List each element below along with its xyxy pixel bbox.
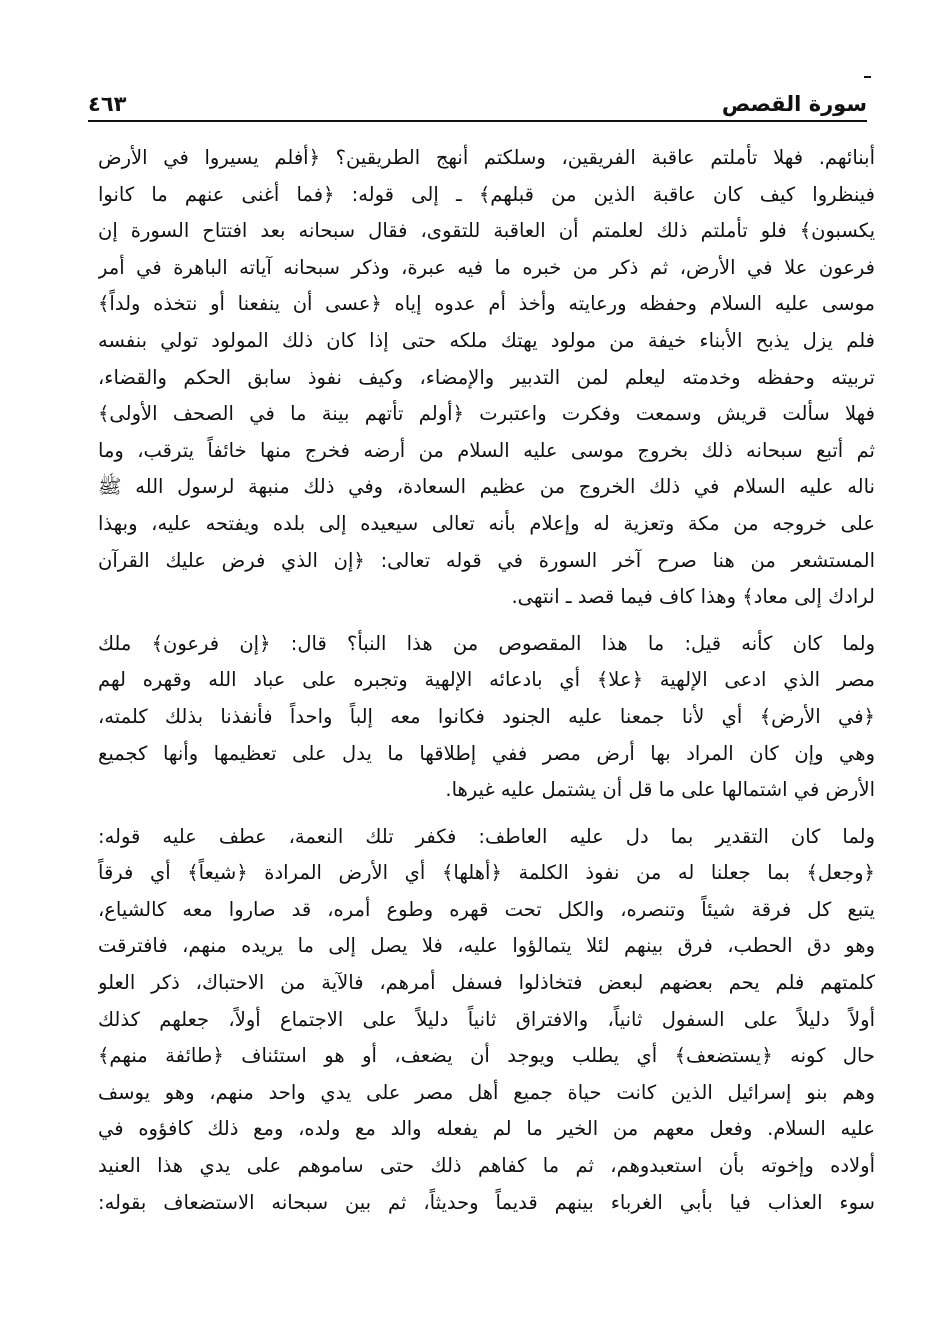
- text-line: موسى عليه السلام وحفظه ورعايته وأخذ أم عدوه إياه ﴿عسى أن ينفعنا أو نتخذه ولداً﴾: [98, 292, 875, 316]
- text-line: المستشعر من هنا صرح آخر السورة في قوله تعالى: ﴿إن الذي فرض عليك القرآن: [98, 548, 875, 572]
- page-number: ٤٦٣: [88, 92, 127, 116]
- text-line: ولما كان كأنه قيل: ما هذا المقصوص من هذا النبأ؟ قال: ﴿إن فرعون﴾ ملك: [98, 631, 875, 655]
- text-line: الأرض في اشتمالها على ما قل أن يشتمل عليه غيرها.: [445, 778, 875, 802]
- paragraph-1: [98, 140, 875, 616]
- text-line: حال كونه ﴿يستضعف﴾ أي يطلب ويوجد أن يضعف، أو هو استئناف ﴿طائفة منهم﴾: [98, 1044, 875, 1068]
- paragraph-3: [98, 819, 875, 1222]
- text-line: فلم يزل يذبح الأبناء خيفة من مولود يهتك ملكه حتى إذا كان ذلك المولود تولي بنفسه: [98, 328, 875, 352]
- header-mark: [864, 76, 871, 78]
- text-line: ثم أتبع سبحانه ذلك بخروج موسى عليه السلام من أرضه فخرج منها خائفاً يترقب، وما: [98, 438, 875, 462]
- text-line: وهو دق الحطب، فرق بينهم لئلا يتمالؤوا عليه، فلا يصل إلى ما يريده منهم، فافترقت: [98, 934, 875, 958]
- text-line: سوء العذاب فيا بأبي الغرباء بينهم قديماً وحديثاً، ثم بين سبحانه الاستضعاف بقوله:: [98, 1190, 875, 1214]
- body-text: [98, 140, 875, 1221]
- text-line: ناله عليه السلام في ذلك الخروج من عظيم السعادة، وفي ذلك منبهة لرسول الله ﷺ: [98, 475, 875, 499]
- page-header: [88, 86, 867, 122]
- header-rule: [88, 120, 867, 122]
- text-line: وهي وإن كان المراد بها أرض مصر ففي إطلاقها ما يدل على تعظيمها وأنها كجميع: [98, 741, 875, 765]
- text-line: يكسبون﴾ فلو تأملتم ذلك لعلمتم أن العاقبة للتقوى، فقال سبحانه بعد افتتاح السورة إن: [98, 219, 875, 243]
- text-line: مصر الذي ادعى الإلهية ﴿علا﴾ أي بادعائه الإلهية وتجبره على عباد الله وقهره لهم: [98, 668, 875, 692]
- text-line: أولاً دليلاً على السفول ثانياً، والافتراق ثانياً دليلاً على الاجتماع أولاً، جعلهم كذلك: [98, 1007, 875, 1031]
- text-line: ولما كان التقدير بما دل عليه العاطف: فكفر تلك النعمة، عطف عليه قوله:: [98, 824, 875, 848]
- text-line: عليه السلام. وفعل معهم من الخير ما لم يفعله والد مع ولده، ومع ذلك كافؤوه في: [98, 1117, 875, 1141]
- text-line: فرعون علا في الأرض، ثم ذكر من خبره ما فيه عبرة، وذكر سبحانه آياته الباهرة في أمر: [98, 255, 875, 279]
- paragraph-2: [98, 626, 875, 809]
- surah-title: سورة القصص: [721, 92, 867, 116]
- text-line: يتبع كل فرقة شيئاً وتنصره، والكل تحت قهره وطوع أمره، قد صاروا معه كالشياع،: [98, 897, 875, 921]
- text-line: ﴿وجعل﴾ بما جعلنا له من نفوذ الكلمة ﴿أهلها﴾ أي الأرض المرادة ﴿شيعاً﴾ أي فرقاً: [98, 861, 875, 885]
- text-line: فينظروا كيف كان عاقبة الذين من قبلهم﴾ ـ إلى قوله: ﴿فما أغنى عنهم ما كانوا: [98, 182, 875, 206]
- text-line: لرادك إلى معاد﴾ وهذا كاف فيما قصد ـ انتهى.: [511, 585, 875, 609]
- paragraph-gap: [98, 616, 875, 626]
- text-line: ﴿في الأرض﴾ أي لأنا جمعنا عليه الجنود فكانوا معه إلباً واحداً فأنفذنا بذلك كلمته،: [98, 704, 875, 728]
- text-line: كلمتهم فلم يحم بعضهم لبعض فتخاذلوا فسفل أمرهم، فالآية من الاحتباك، ذكر العلو: [98, 971, 875, 995]
- text-line: وهم بنو إسرائيل الذين كانت حياة جميع أهل مصر على يدي واحد منهم، وهو يوسف: [98, 1080, 875, 1104]
- text-line: أولاده وإخوته بأن استعبدوهم، ثم ما كفاهم ذلك حتى ساموهم على يدي هذا العنيد: [98, 1154, 875, 1178]
- text-line: تربيته وحفظه وخدمته ليعلم لمن التدبير والإمضاء، وكيف نفوذ سابق الحكم والقضاء،: [98, 365, 875, 389]
- text-line: أبنائهم. فهلا تأملتم عاقبة الفريقين، وسلكتم أنهج الطريقين؟ ﴿أفلم يسيروا في الأرض: [98, 146, 875, 169]
- text-line: على خروجه من مكة وتعزية له وإعلام بأنه تعالى سيعيده إلى بلده ويفتحه عليه، وبهذا: [98, 511, 875, 535]
- paragraph-gap: [98, 809, 875, 819]
- text-line: فهلا سألت قريش وسمعت وفكرت واعتبرت ﴿أولم تأتهم بينة ما في الصحف الأولى﴾: [98, 402, 875, 426]
